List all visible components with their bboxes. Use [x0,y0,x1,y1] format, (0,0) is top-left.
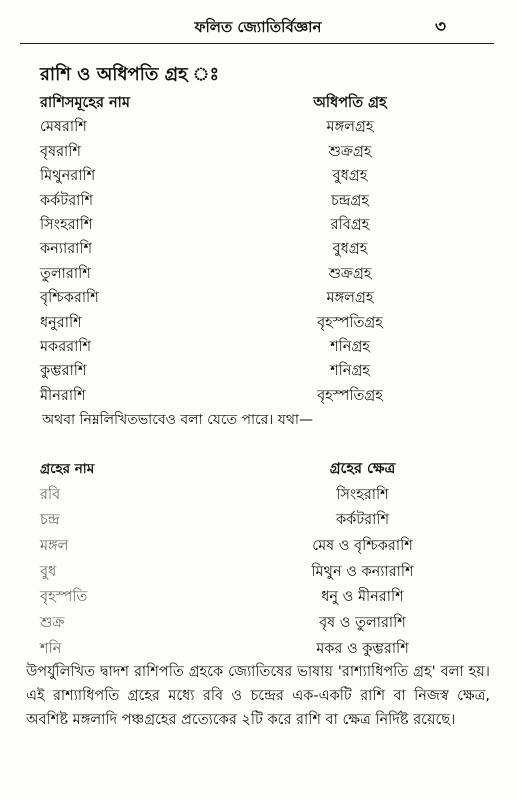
table-row [40,214,440,238]
rashi-name: সিংহরাশি [40,216,93,233]
table-row [40,263,440,287]
table-row [40,190,440,214]
header-divider [20,43,494,44]
planet-domain: বৃষ ও তুলারাশি [319,615,406,632]
planet-domain: মিথুন ও কন্যারাশি [311,563,414,580]
rashi-name: মীনরাশি [40,387,86,404]
body-paragraph: উপর্যুলিখিত দ্বাদশ রাশিপতি গ্রহকে জ্যোতিষের ভাষায় 'রাশ্যাধিপতি গ্রহ' বলা হয়। এই রাশ্যাধিপতি গ্রহের মধ্যে রবি ও চন্দ্রের এক-একটি রাশি বা নিজস্ব ক্ষেত্র, অবশিষ্ট মঙ্গলাদি পঞ্চগ্রহের প্রত্যেকের ২টি করে রাশি বা ক্ষেত্র নির্দিষ্ট রয়েছে। [26,664,490,728]
rashi-lord-table [40,92,440,409]
rashi-name: কন্যারাশি [40,241,93,258]
planet-name: চন্দ্র [40,512,60,529]
page-number: ৩ [434,17,446,37]
table-row [40,385,440,409]
table-row [40,535,440,561]
table-row [40,509,440,535]
lord-planet: শনিগ্রহ [330,338,370,355]
table-row [40,561,440,587]
lord-planet: বৃহস্পতিগ্রহ [317,387,383,404]
table-row [40,484,440,510]
rashi-name: মেষরাশি [40,119,87,136]
column-header-planet: গ্রহের নাম [40,461,95,477]
table-header-row [40,458,440,484]
lord-planet: বুধগ্রহ [332,168,368,185]
planet-name: মঙ্গল [40,538,69,555]
table-row [40,116,440,140]
running-header-title: ফলিত জ্যোতির্বিজ্ঞান [194,18,322,36]
lord-planet: বুধগ্রহ [332,241,368,258]
table-row [40,336,440,360]
planet-domain-table [40,458,440,664]
planet-name: বৃহস্পতি [40,589,88,606]
planet-name: রবি [40,486,61,503]
table-row [40,312,440,336]
lord-planet: মঙ্গলগ্রহ [326,119,374,136]
planet-domain: মেষ ও বৃশ্চিকরাশি [312,538,413,555]
rashi-name: বৃশ্চিকরাশি [40,290,99,307]
lord-planet: শুক্রগ্রহ [328,143,372,160]
column-header-rashi: রাশিসমূহের নাম [40,95,130,111]
section-heading: রাশি ও অধিপতি গ্রহ ঃ [40,64,220,85]
planet-domain: সিংহরাশি [336,486,389,503]
table-row [40,238,440,262]
lord-planet: শুক্রগ্রহ [328,265,372,282]
table-row [40,586,440,612]
column-header-lord: অধিপতি গ্রহ [313,95,387,111]
planet-name: শুক্র [40,615,65,632]
rashi-name: কুম্ভরাশি [40,363,87,380]
planet-domain: কর্কটরাশি [335,512,390,529]
rashi-name: মিথুনরাশি [40,168,96,185]
rashi-name: বৃষরাশি [40,143,81,160]
table-row [40,360,440,384]
column-header-domain: গ্রহের ক্ষেত্র [329,461,396,477]
planet-domain: মকর ও কুম্ভরাশি [316,640,409,657]
rashi-name: কর্কটরাশি [40,192,94,209]
lord-planet: শনিগ্রহ [330,363,370,380]
lord-planet: চন্দ্রগ্রহ [330,192,370,209]
rashi-name: ধনুরাশি [40,314,82,331]
transition-note: অথবা নিম্নলিখিতভাবেও বলা যেতে পারে। যথা— [42,412,313,428]
table-row [40,165,440,189]
planet-name: বুধ [40,563,57,580]
table-row [40,612,440,638]
rashi-name: মকররাশি [40,338,92,355]
rashi-name: তুলারাশি [40,265,91,282]
lord-planet: মঙ্গলগ্রহ [326,290,374,307]
table-row [40,141,440,165]
lord-planet: রবিগ্রহ [330,216,370,233]
planet-name: শনি [40,640,62,657]
table-header-row [40,92,440,116]
table-row [40,287,440,311]
planet-domain: ধনু ও মীনরাশি [321,589,404,606]
lord-planet: বৃহস্পতিগ্রহ [317,314,383,331]
